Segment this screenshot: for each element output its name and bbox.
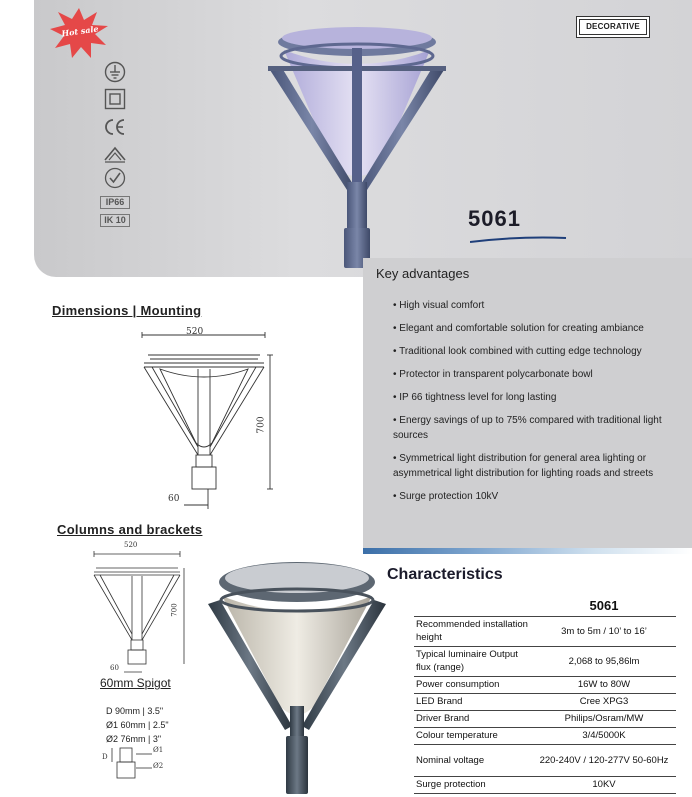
table-row	[414, 646, 676, 676]
model-underline-swoosh	[470, 234, 570, 244]
row-value: 3m to 5m / 10’ to 16’	[532, 616, 676, 646]
hot-sale-badge: Hot sale	[60, 23, 100, 39]
advantage-item: • Symmetrical light distribution for general area lighting or asymmetrical light distribution for lighting roads and streets	[393, 453, 654, 479]
model-number: 5061	[468, 206, 521, 231]
table-model-header: 5061	[532, 596, 676, 616]
rohs-icon	[102, 167, 128, 189]
row-value: 16W to 80W	[532, 676, 676, 693]
row-value: 220-240V / 120-277V 50-60Hz	[532, 744, 676, 776]
spec-line: Ø1 60mm | 2.5"	[106, 720, 169, 730]
row-value: 2,068 to 95,86lm	[532, 646, 676, 676]
advantage-item: • Protector in transparent polycarbonate bowl	[393, 369, 593, 380]
spigot-specs	[106, 704, 169, 746]
advantage-item: • Energy savings of up to 75% compared with traditional light sources	[393, 415, 662, 441]
category-badge	[576, 16, 650, 38]
row-label: Power consumption	[414, 676, 532, 693]
characteristics-table	[414, 596, 676, 794]
key-advantages-title: Key advantages	[376, 266, 470, 281]
row-label: Surge protection	[414, 776, 532, 793]
ce-mark-icon	[102, 116, 128, 138]
dim-width-label: 520	[186, 327, 204, 337]
row-label: Colour temperature	[414, 727, 532, 744]
enec-icon	[102, 143, 128, 165]
table-row	[414, 616, 676, 646]
col-width-label: 520	[124, 541, 138, 549]
columns-heading: Columns and brackets	[57, 522, 203, 537]
row-label: Nominal voltage	[414, 744, 532, 776]
class-ii-icon	[102, 88, 128, 110]
row-value: 10KV	[532, 776, 676, 793]
advantage-item: • High visual comfort	[393, 300, 485, 311]
spec-line: Ø2 76mm | 3"	[106, 734, 162, 744]
table-row	[414, 676, 676, 693]
detail-d-label: D	[102, 753, 108, 761]
table-row	[414, 744, 676, 776]
row-label: Typical luminaire Output flux (range)	[414, 646, 532, 676]
table-header-row	[414, 596, 676, 616]
ip66-rating: IP66	[100, 196, 130, 209]
dim-spigot-label: 60	[168, 494, 180, 504]
row-label: LED Brand	[414, 693, 532, 710]
earth-ground-icon	[102, 61, 128, 83]
spigot-label: 60mm Spigot	[100, 676, 171, 690]
row-value: 3/4/5000K	[532, 727, 676, 744]
key-advantages-list	[393, 298, 692, 512]
ik10-rating: IK 10	[100, 214, 130, 227]
detail-o2-label: Ø2	[153, 762, 164, 770]
table-row	[414, 693, 676, 710]
advantage-item: • IP 66 tightness level for long lasting	[393, 392, 557, 403]
luminaire-product-image	[202, 556, 392, 796]
col-spigot-dim: 60	[110, 664, 119, 672]
col-height-label: 700	[170, 603, 179, 617]
category-label: DECORATIVE	[579, 19, 647, 35]
table-row	[414, 727, 676, 744]
spec-line: D 90mm | 3.5"	[106, 706, 164, 716]
row-label: Recommended installation height	[414, 616, 532, 646]
characteristics-title: Characteristics	[387, 566, 503, 583]
accent-stripe	[363, 548, 692, 554]
row-value: Cree XPG3	[532, 693, 676, 710]
advantage-item: • Elegant and comfortable solution for creating ambiance	[393, 323, 644, 334]
advantage-item: • Surge protection 10kV	[393, 491, 499, 502]
row-value: Philips/Osram/MW	[532, 710, 676, 727]
advantage-item: • Traditional look combined with cutting edge technology	[393, 346, 642, 357]
table-row	[414, 776, 676, 793]
dim-height-label: 700	[256, 416, 267, 434]
key-advantages-panel	[363, 258, 692, 551]
detail-o1-label: Ø1	[153, 746, 164, 754]
table-row	[414, 710, 676, 727]
dimensions-heading: Dimensions | Mounting	[52, 303, 202, 318]
luminaire-product-image	[262, 8, 452, 270]
row-label: Driver Brand	[414, 710, 532, 727]
